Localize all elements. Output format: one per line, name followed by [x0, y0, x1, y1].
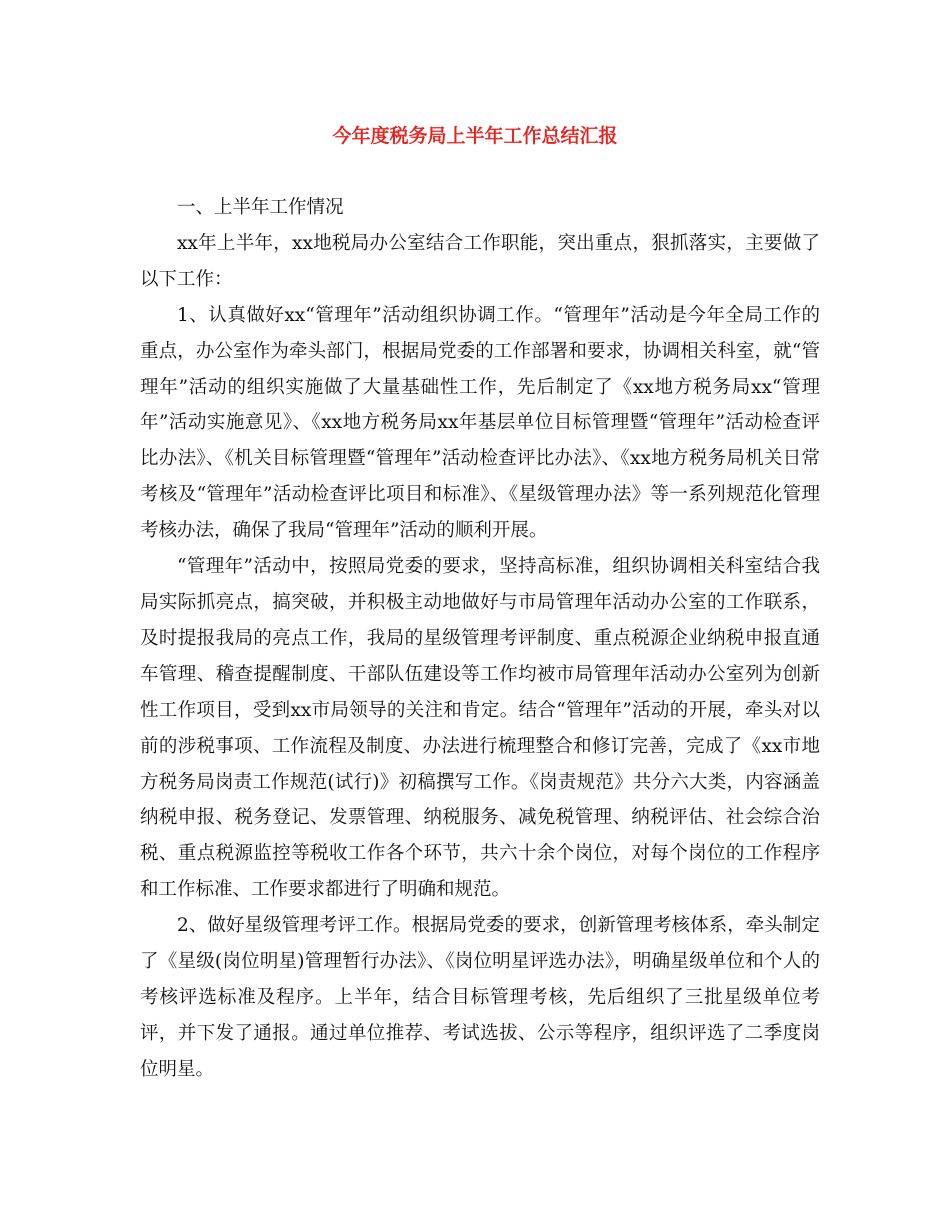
document-body — [140, 190, 820, 1088]
section-heading: 一、上半年工作情况 — [177, 197, 344, 218]
document-title: 今年度税务局上半年工作总结汇报 — [332, 125, 618, 147]
paragraph-item-1: 1、认真做好xx“管理年”活动组织协调工作。“管理年”活动是今年全局工作的重点，办公室作为牵头部门，根据局党委的工作部署和要求，协调相关科室，就“管理年”活动的组织实施做了大量基础性工作，先后制定了《xx地方税务局xx“管理年”活动实施意见》、《xx地方税务局xx年基层单位目标管理暨“管理年”活动检查评比办法》、《机关目标管理暨“管理年”活动检查评比办法》、《xx地方税务局机关日常考核及“管理年”活动检查评比项目和标准》、《星级管理办法》等一系列规范化管理考核办法，确保了我局“管理年”活动的顺利开展。 — [140, 304, 820, 542]
paragraph-item-2: 2、做好星级管理考评工作。根据局党委的要求，创新管理考核体系，牵头制定了《星级(岗位明星)管理暂行办法》、《岗位明星评选办法》，明确星级单位和个人的考核评选标准及程序。上半年，结合目标管理考核，先后组织了三批星级单位考评，并下发了通报。通过单位推荐、考试选拔、公示等程序，组织评选了二季度岗位明星。 — [140, 915, 820, 1080]
paragraph-intro: xx年上半年，xx地税局办公室结合工作职能，突出重点，狠抓落实，主要做了以下工作： — [140, 232, 820, 290]
paragraph-item-1-continued: “管理年”活动中，按照局党委的要求，坚持高标准，组织协调相关科室结合我局实际抓亮点，搞突破，并积极主动地做好与市局管理年活动办公室的工作联系，及时提报我局的亮点工作，我局的星级管理考评制度、重点税源企业纳税申报直通车管理、稽查提醒制度、干部队伍建设等工作均被市局管理年活动办公室列为创新性工作项目，受到xx市局领导的关注和肯定。结合“管理年”活动的开展，牵头对以前的涉税事项、工作流程及制度、办法进行梳理整合和修订完善，完成了《xx市地方税务局岗责工作规范(试行)》初稿撰写工作。《岗责规范》共分六大类，内容涵盖纳税申报、税务登记、发票管理、纳税服务、减免税管理、纳税评估、社会综合治税、重点税源监控等税收工作各个环节，共六十余个岗位，对每个岗位的工作程序和工作标准、工作要求都进行了明确和规范。 — [140, 556, 820, 901]
